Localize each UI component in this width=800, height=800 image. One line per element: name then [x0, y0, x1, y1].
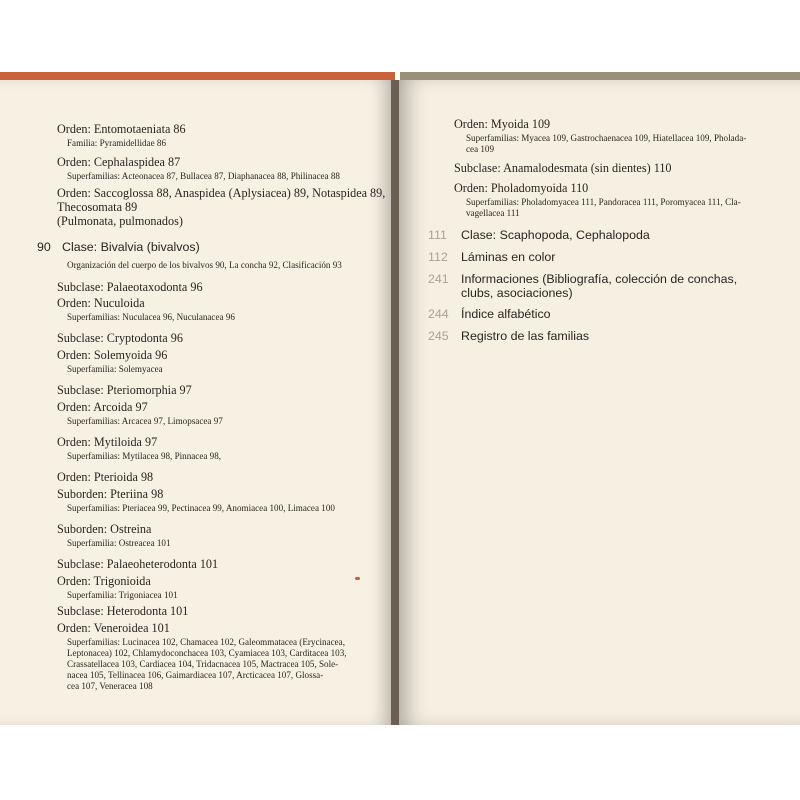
class-title: Clase: Bivalvia (bivalvos) [62, 240, 200, 254]
toc-line: Superfamilia: Trigoniacea 101 [67, 590, 178, 600]
toc-line: Orden: Pterioida 98 [57, 470, 154, 484]
toc-main-entry [428, 272, 737, 286]
paper-speck [355, 577, 360, 580]
toc-line: Crassatellacea 103, Cardiacea 104, Tridacnacea 105, Mactracea 105, Sole- [67, 659, 339, 669]
toc-line: Subclase: Heterodonta 101 [57, 604, 189, 618]
entry-title: Clase: Scaphopoda, Cephalopoda [461, 228, 650, 242]
toc-line: Superfamilias: Pholadomyacea 111, Pandoracea 111, Poromyacea 111, Cla- [466, 197, 741, 207]
toc-line: (Pulmonata, pulmonados) [57, 214, 183, 228]
entry-title: Registro de las familias [461, 329, 590, 343]
right-page [398, 80, 800, 725]
book-gutter [391, 80, 399, 725]
toc-line: Subclase: Anamalodesmata (sin dientes) 110 [454, 161, 672, 175]
toc-line: Leptonacea) 102, Chlamydoconchacea 103, Cyamiacea 103, Carditacea 103, [67, 648, 347, 658]
toc-line: Superfamilias: Arcacea 97, Limopsacea 97 [67, 416, 223, 426]
toc-line: Superfamilias: Pteriacea 99, Pectinacea 99, Anomiacea 100, Limacea 100 [67, 503, 335, 513]
page-number: 90 [37, 240, 51, 254]
toc-line: Superfamilia: Ostreacea 101 [67, 538, 171, 548]
toc-line: Orden: Pholadomyoida 110 [454, 181, 589, 195]
toc-line: Thecosomata 89 [57, 200, 138, 214]
page-number: 244 [428, 307, 449, 321]
entry-title: Índice alfabético [461, 307, 551, 321]
toc-line: Orden: Veneroidea 101 [57, 621, 170, 635]
page-number: 245 [428, 329, 449, 343]
toc-line: Superfamilias: Myacea 109, Gastrochaenacea 109, Hiatellacea 109, Pholada- [466, 133, 747, 143]
toc-line: Suborden: Pteriina 98 [57, 487, 164, 501]
toc-line: Subclase: Cryptodonta 96 [57, 331, 183, 345]
toc-line: Superfamilias: Lucinacea 102, Chamacea 102, Galeommatacea (Erycinacea, [67, 637, 345, 647]
toc-line: Familia: Pyramidellidae 86 [67, 138, 167, 148]
toc-line: Orden: Arcoida 97 [57, 400, 148, 414]
toc-line: Orden: Mytiloida 97 [57, 435, 158, 449]
entry-title: Láminas en color [461, 250, 556, 264]
entry-title: Informaciones (Bibliografía, colección de conchas, [461, 272, 738, 286]
entry-title: clubs, asociaciones) [461, 286, 573, 300]
toc-main-entry [428, 307, 551, 321]
toc-line: cea 109 [466, 144, 495, 154]
toc-main-entry [428, 228, 650, 242]
toc-line: Subclase: Pteriomorphia 97 [57, 383, 192, 397]
toc-line: Superfamilias: Acteonacea 87, Bullacea 87, Diaphanacea 88, Philinacea 88 [67, 171, 340, 181]
toc-main-entry-continued [428, 286, 573, 300]
toc-line: Orden: Saccoglossa 88, Anaspidea (Aplysiacea) 89, Notaspidea 89, [57, 186, 386, 200]
toc-line: Orden: Nuculoida [57, 296, 145, 310]
toc-line: Superfamilias: Nuculacea 96, Nuculanacea 96 [67, 312, 235, 322]
toc-main-entry [428, 329, 589, 343]
page-number: 111 [428, 228, 447, 242]
toc-line: Subclase: Palaeoheterodonta 101 [57, 557, 219, 571]
toc-line: Subclase: Palaeotaxodonta 96 [57, 280, 203, 294]
toc-line: Orden: Entomotaeniata 86 [57, 122, 186, 136]
toc-line: Organización del cuerpo de los bivalvos 90, La concha 92, Clasificación 93 [67, 260, 342, 270]
page-number: 241 [428, 272, 449, 286]
page-number: 112 [428, 250, 448, 264]
toc-line: Suborden: Ostreina [57, 522, 152, 536]
toc-line: Orden: Solemyoida 96 [57, 348, 168, 362]
toc-line: Orden: Trigonioida [57, 574, 151, 588]
toc-line: Superfamilias: Mytilacea 98, Pinnacea 98, [67, 451, 222, 461]
toc-main-entry [428, 250, 555, 264]
toc-line: vagellacea 111 [466, 208, 520, 218]
toc-line: Orden: Myoida 109 [454, 117, 551, 131]
toc-line: cea 107, Veneracea 108 [67, 681, 153, 691]
toc-line: nacea 105, Tellinacea 106, Gaimardiacea 107, Arcticacea 107, Glossa- [67, 670, 324, 680]
toc-line: Superfamilia: Solemyacea [67, 364, 163, 374]
toc-line: Orden: Cephalaspidea 87 [57, 155, 181, 169]
toc-class-entry [37, 240, 200, 254]
